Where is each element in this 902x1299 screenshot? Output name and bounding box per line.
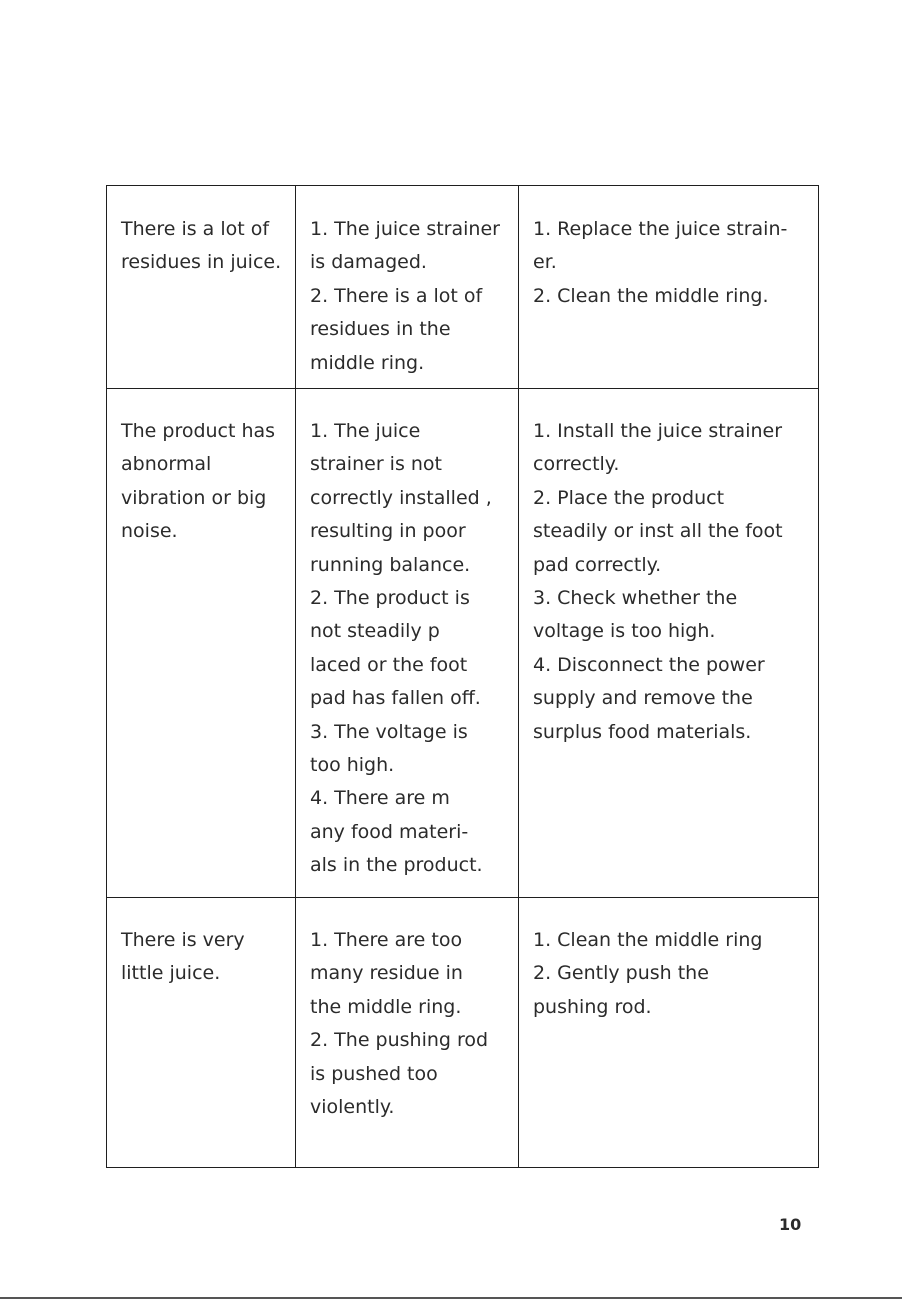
- problem-cell: [107, 898, 296, 1168]
- cause-text-line: not steadily p: [310, 620, 440, 643]
- cause-text-line: 2. The pushing rod: [310, 1029, 489, 1052]
- problem-text-line: residues in juice.: [121, 251, 282, 274]
- problem-text-line: There is a lot of: [121, 218, 270, 240]
- solution-text-line: steadily or inst all the foot: [533, 520, 783, 543]
- cause-text-line: too high.: [310, 754, 395, 777]
- cause-text-line: strainer is not: [310, 453, 442, 476]
- solution-text-line: er.: [533, 251, 557, 274]
- solution-text-line: correctly.: [533, 453, 620, 476]
- problem-text-line: There is very: [121, 929, 245, 951]
- problem-text-line: abnormal: [121, 453, 212, 476]
- problem-text-line: The product has: [121, 420, 276, 442]
- cause-text-line: residues in the: [310, 318, 451, 341]
- solution-text-line: pushing rod.: [533, 995, 652, 1018]
- cause-text-line: middle ring.: [310, 351, 425, 374]
- solution-text-line: voltage is too high.: [533, 620, 716, 643]
- solution-text-line: 4. Disconnect the power: [533, 653, 765, 676]
- cause-text-line: laced or the foot: [310, 653, 468, 676]
- solution-text-line: 3. Check whether the: [533, 587, 738, 610]
- cause-text-line: 4. There are m: [310, 787, 450, 810]
- table-row: [107, 898, 819, 1168]
- cause-text-line: many residue in: [310, 962, 463, 985]
- solution-text-line: 2. Place the product: [533, 486, 725, 509]
- cause-cell: [296, 389, 519, 898]
- cause-text-line: any food materi-: [310, 820, 469, 843]
- cause-text-line: violently.: [310, 1096, 395, 1119]
- solution-text-line: 1. Replace the juice strain-: [533, 218, 788, 240]
- solution-text-line: supply and remove the: [533, 687, 753, 710]
- table-row: [107, 186, 819, 389]
- solution-cell: [519, 898, 819, 1168]
- page-number: 10: [779, 1215, 802, 1234]
- problem-text-line: noise.: [121, 520, 178, 543]
- cause-text-line: resulting in poor: [310, 520, 466, 543]
- cause-text-line: als in the product.: [310, 854, 483, 877]
- solution-text-line: surplus food materials.: [533, 720, 752, 743]
- cause-text-line: 1. There are too: [310, 929, 463, 951]
- solution-text-line: 1. Install the juice strainer: [533, 420, 783, 442]
- problem-text-line: little juice.: [121, 962, 221, 985]
- cause-text-line: 2. The product is: [310, 587, 470, 610]
- solution-text-line: 2. Clean the middle ring.: [533, 284, 769, 307]
- troubleshooting-table: [106, 185, 819, 1168]
- solution-text-line: pad correctly.: [533, 553, 662, 576]
- table-body: [107, 186, 819, 1168]
- cause-cell: [296, 186, 519, 389]
- cause-text-line: is damaged.: [310, 251, 427, 274]
- problem-cell: [107, 186, 296, 389]
- cause-text-line: correctly installed ,: [310, 486, 492, 509]
- cause-text-line: the middle ring.: [310, 995, 462, 1018]
- cause-text-line: pad has fallen off.: [310, 687, 481, 710]
- cause-text-line: 1. The juice: [310, 420, 421, 442]
- cause-text-line: 3. The voltage is: [310, 720, 468, 743]
- solution-cell: [519, 186, 819, 389]
- cause-text-line: running balance.: [310, 553, 471, 576]
- cause-text-line: 1. The juice strainer: [310, 218, 500, 240]
- cause-text-line: is pushed too: [310, 1062, 438, 1085]
- solution-text-line: 1. Clean the middle ring: [533, 929, 763, 951]
- solution-text-line: 2. Gently push the: [533, 962, 709, 985]
- problem-cell: [107, 389, 296, 898]
- cause-text-line: 2. There is a lot of: [310, 284, 483, 307]
- table-row: [107, 389, 819, 898]
- problem-text-line: vibration or big: [121, 486, 267, 509]
- solution-cell: [519, 389, 819, 898]
- cause-cell: [296, 898, 519, 1168]
